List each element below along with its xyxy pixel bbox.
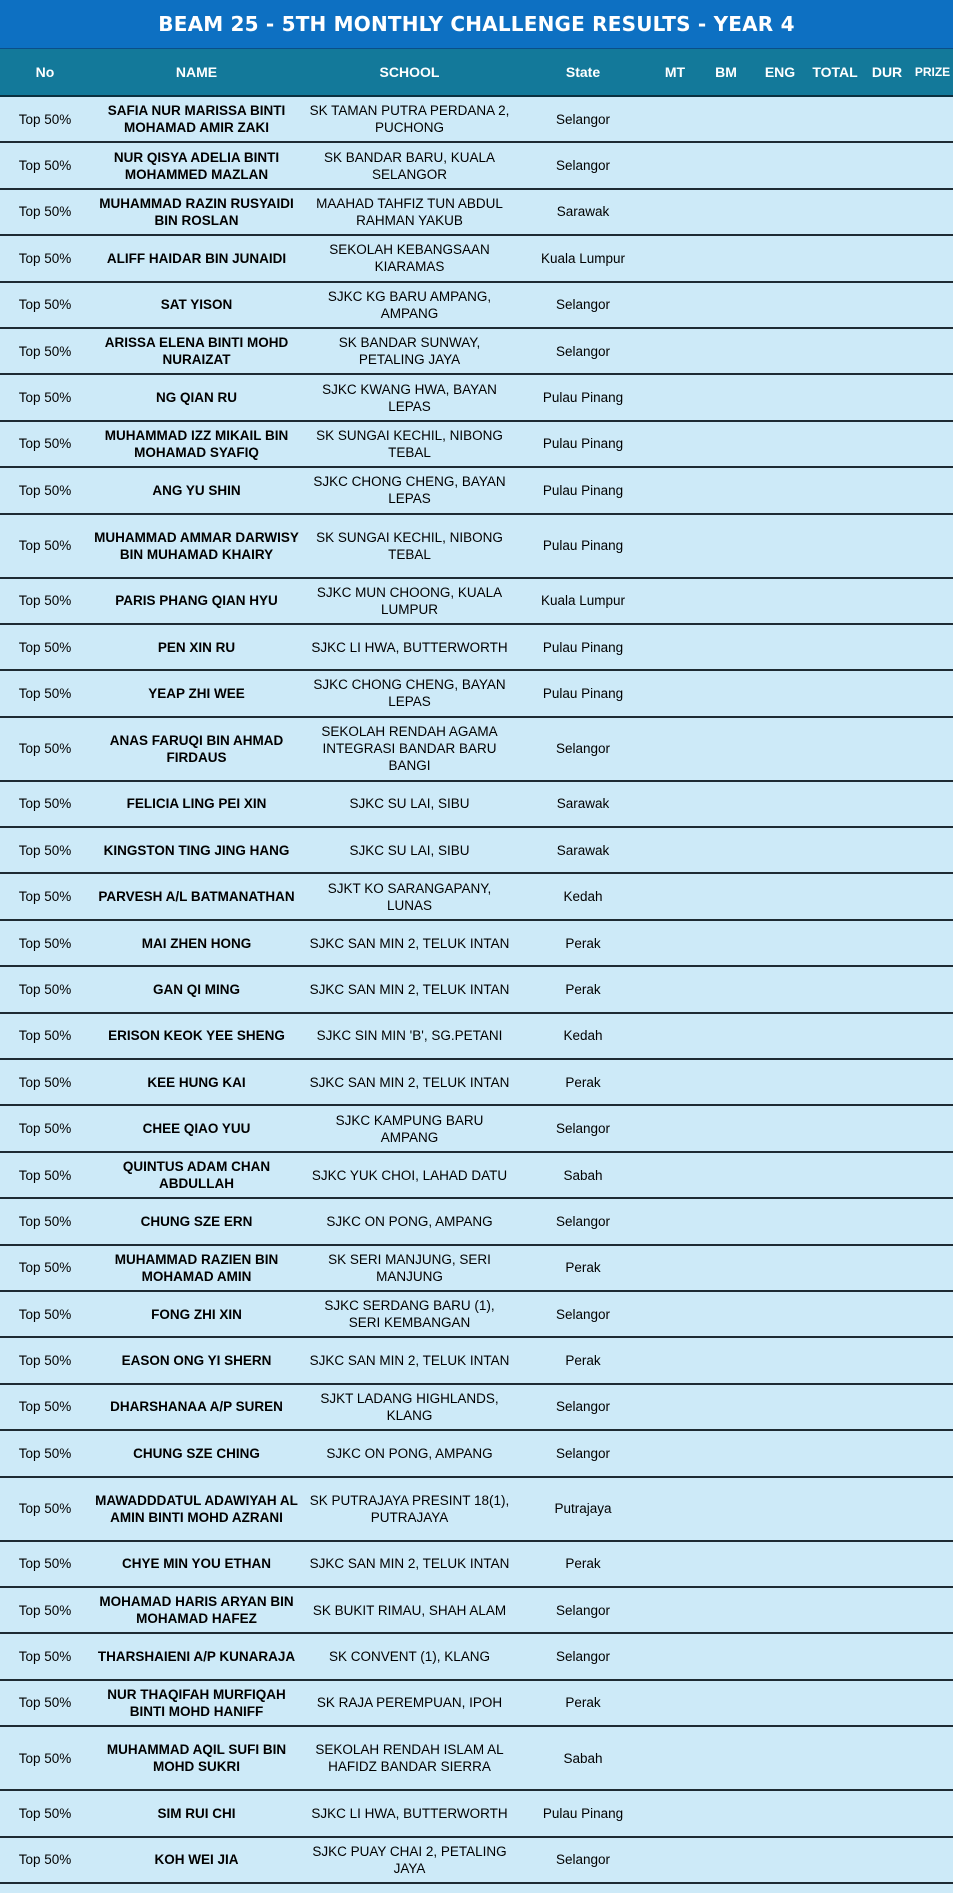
cell-no: Top 50% — [18, 204, 72, 220]
cell-name: NUR THAQIFAH MURFIQAH BINTI MOHD HANIFF — [107, 1686, 286, 1719]
cell-no: Top 50% — [18, 390, 72, 406]
column-header-state: State — [565, 64, 601, 80]
table-row — [0, 782, 953, 828]
table-row — [0, 283, 953, 329]
cell-state: Selangor — [555, 111, 611, 127]
table-row — [0, 921, 953, 967]
cell-no: Top 50% — [18, 343, 72, 359]
cell-state: Selangor — [555, 1121, 611, 1137]
cell-state: Sarawak — [556, 796, 610, 812]
table-row — [0, 1791, 953, 1837]
cell-state: Perak — [565, 1556, 601, 1572]
cell-state: Selangor — [555, 1602, 611, 1618]
cell-school: SJKC ON PONG, AMPANG — [326, 1445, 493, 1461]
cell-state: Pulau Pinang — [542, 436, 624, 452]
cell-no: Top 50% — [18, 1353, 72, 1369]
cell-no: Top 50% — [18, 1649, 72, 1665]
cell-no: Top 50% — [18, 1556, 72, 1572]
table-row — [0, 1246, 953, 1292]
cell-name: MUHAMMAD IZZ MIKAIL BIN MOHAMAD SYAFIQ — [104, 427, 289, 460]
table-row — [0, 1431, 953, 1477]
cell-school: SJKT KO SARANGAPANY, LUNAS — [327, 880, 492, 913]
table-row — [0, 422, 953, 468]
cell-school: SK SUNGAI KECHIL, NIBONG TEBAL — [316, 529, 503, 562]
cell-state: Selangor — [555, 158, 611, 174]
column-header-eng: ENG — [764, 64, 796, 80]
cell-school: SJKC SU LAI, SIBU — [349, 842, 470, 858]
cell-no: Top 50% — [18, 889, 72, 905]
cell-name: NUR QISYA ADELIA BINTI MOHAMMED MAZLAN — [113, 149, 280, 182]
cell-school: SJKC SERDANG BARU (1), SERI KEMBANGAN — [324, 1298, 495, 1331]
cell-state: Selangor — [555, 741, 611, 757]
cell-state: Perak — [565, 935, 601, 951]
table-header — [0, 49, 953, 97]
cell-name: SAFIA NUR MARISSA BINTI MOHAMAD AMIR ZAKI — [107, 103, 286, 136]
cell-name: ANG YU SHIN — [152, 482, 241, 498]
cell-no: Top 50% — [18, 1501, 72, 1517]
cell-no: Top 50% — [18, 1028, 72, 1044]
cell-school: SJKC SAN MIN 2, TELUK INTAN — [309, 1353, 510, 1369]
cell-name: CHYE MIN YOU ETHAN — [121, 1556, 271, 1572]
table-row — [0, 1292, 953, 1338]
table-row — [0, 97, 953, 143]
cell-no: Top 50% — [18, 1213, 72, 1229]
cell-school: SK CONVENT (1), KLANG — [328, 1649, 491, 1665]
cell-school: SEKOLAH RENDAH ISLAM AL HAFIDZ BANDAR SIERRA — [315, 1742, 504, 1775]
table-row — [0, 874, 953, 920]
cell-name: QUINTUS ADAM CHAN ABDULLAH — [122, 1159, 271, 1191]
cell-state: Perak — [565, 1695, 601, 1711]
table-row — [0, 1199, 953, 1245]
cell-name: MAI ZHEN HONG — [141, 935, 252, 951]
cell-name: SAT YISON — [160, 297, 233, 313]
table-row — [0, 1338, 953, 1384]
cell-no: Top 50% — [18, 250, 72, 266]
table-row — [0, 671, 953, 717]
cell-school: SJKC SIN MIN 'B', SG.PETANI — [316, 1028, 503, 1044]
cell-no: Top 50% — [18, 842, 72, 858]
cell-school: SJKC MUN CHOONG, KUALA LUMPUR — [316, 584, 503, 617]
cell-state: Selangor — [555, 297, 611, 313]
cell-no: Top 50% — [18, 796, 72, 812]
table-row — [0, 375, 953, 421]
cell-school: SJKC KG BARU AMPANG, AMPANG — [327, 288, 492, 321]
cell-name: MOHAMAD HARIS ARYAN BIN MOHAMAD HAFEZ — [99, 1594, 294, 1627]
cell-name: MUHAMMAD AQIL SUFI BIN MOHD SUKRI — [106, 1742, 287, 1775]
cell-school: MAAHAD TAHFIZ TUN ABDUL RAHMAN YAKUB — [316, 195, 503, 228]
table-row — [0, 236, 953, 282]
cell-name: GAN QI MING — [153, 981, 240, 997]
cell-state: Sarawak — [556, 842, 610, 858]
cell-no: Top 50% — [18, 685, 72, 701]
cell-name: CHUNG SZE CHING — [133, 1445, 260, 1461]
cell-state: Selangor — [555, 1649, 611, 1665]
column-header-prize: PRIZE — [914, 65, 951, 79]
cell-school: SJKC SAN MIN 2, TELUK INTAN — [309, 981, 510, 997]
cell-state: Kedah — [563, 1028, 603, 1044]
table-row — [0, 143, 953, 189]
cell-no: Top 50% — [18, 1750, 72, 1766]
table-row — [0, 967, 953, 1013]
cell-state: Selangor — [555, 1399, 611, 1415]
cell-school: SJKC LI HWA, BUTTERWORTH — [311, 639, 508, 655]
cell-state: Selangor — [555, 1445, 611, 1461]
cell-no: Top 50% — [18, 639, 72, 655]
cell-name: KEE HUNG KAI — [147, 1074, 246, 1090]
cell-name: MAWADDDATUL ADAWIYAH AL AMIN BINTI MOHD AZRANI — [95, 1492, 298, 1525]
cell-no: Top 50% — [18, 1260, 72, 1276]
cell-school: SK BUKIT RIMAU, SHAH ALAM — [312, 1602, 507, 1618]
cell-state: Putrajaya — [554, 1501, 612, 1517]
cell-no: Top 50% — [18, 1074, 72, 1090]
cell-name: DHARSHANAA A/P SUREN — [110, 1399, 283, 1415]
cell-name: CHEE QIAO YUU — [142, 1121, 251, 1137]
cell-name: PEN XIN RU — [157, 639, 236, 655]
cell-state: Pulau Pinang — [542, 482, 624, 498]
column-header-name: NAME — [175, 64, 218, 80]
cell-school: SJKC SAN MIN 2, TELUK INTAN — [309, 1556, 510, 1572]
cell-school: SEKOLAH KEBANGSAAN KIARAMAS — [329, 242, 490, 275]
cell-name: ERISON KEOK YEE SHENG — [108, 1028, 285, 1044]
table-row — [0, 718, 953, 782]
cell-state: Kedah — [563, 889, 603, 905]
cell-state: Sarawak — [556, 204, 610, 220]
table-row — [0, 1060, 953, 1106]
cell-name: ANAS FARUQI BIN AHMAD FIRDAUS — [109, 732, 284, 765]
cell-no: Top 50% — [18, 1167, 72, 1183]
cell-no: Top 50% — [18, 935, 72, 951]
cell-state: Pulau Pinang — [542, 1805, 624, 1821]
cell-no: Top 50% — [18, 1445, 72, 1461]
cell-no: Top 50% — [18, 1121, 72, 1137]
table-row — [0, 1385, 953, 1431]
cell-no: Top 50% — [18, 1695, 72, 1711]
column-header-dur: DUR — [871, 64, 903, 80]
cell-name: FELICIA LING PEI XIN — [126, 796, 267, 812]
cell-state: Selangor — [555, 343, 611, 359]
cell-name: ARISSA ELENA BINTI MOHD NURAIZAT — [104, 335, 289, 368]
column-header-no: No — [35, 64, 55, 80]
table-row — [0, 1014, 953, 1060]
cell-name: FONG ZHI XIN — [151, 1306, 242, 1322]
cell-state: Kuala Lumpur — [540, 250, 626, 266]
cell-school: SEKOLAH RENDAH AGAMA INTEGRASI BANDAR BARU BANGI — [321, 724, 498, 774]
table-row — [0, 1727, 953, 1791]
cell-name: KINGSTON TING JING HANG — [103, 842, 290, 858]
cell-name: KOH WEI JIA — [154, 1852, 239, 1868]
cell-no: Top 50% — [18, 111, 72, 127]
cell-state: Selangor — [555, 1213, 611, 1229]
cell-no: Top 50% — [18, 1602, 72, 1618]
cell-state: Sabah — [563, 1167, 603, 1183]
column-header-school: SCHOOL — [379, 64, 440, 80]
cell-name: THARSHAIENI A/P KUNARAJA — [97, 1649, 296, 1665]
table-row — [0, 828, 953, 874]
cell-school: SJKC CHONG CHENG, BAYAN LEPAS — [313, 677, 506, 710]
table-row — [0, 1106, 953, 1152]
cell-school: SJKC YUK CHOI, LAHAD DATU — [311, 1167, 508, 1183]
cell-name: YEAP ZHI WEE — [148, 685, 245, 701]
page-title: BEAM 25 - 5TH MONTHLY CHALLENGE RESULTS - YEAR 4 — [0, 0, 953, 49]
table-row — [0, 625, 953, 671]
cell-school: SJKC LI HWA, BUTTERWORTH — [311, 1805, 508, 1821]
cell-no: Top 50% — [18, 1805, 72, 1821]
cell-no: Top 50% — [18, 297, 72, 313]
table-row — [0, 329, 953, 375]
cell-name: MUHAMMAD RAZIN RUSYAIDI BIN ROSLAN — [99, 195, 294, 228]
cell-no: Top 50% — [18, 1399, 72, 1415]
cell-school: SJKC SAN MIN 2, TELUK INTAN — [309, 935, 510, 951]
cell-no: Top 50% — [18, 538, 72, 554]
cell-state: Pulau Pinang — [542, 538, 624, 554]
cell-no: Top 50% — [18, 741, 72, 757]
cell-school: SK PUTRAJAYA PRESINT 18(1), PUTRAJAYA — [309, 1492, 510, 1525]
column-header-total: TOTAL — [812, 64, 858, 80]
column-header-bm: BM — [715, 64, 737, 80]
cell-state: Perak — [565, 1260, 601, 1276]
cell-name: MUHAMMAD RAZIEN BIN MOHAMAD AMIN — [114, 1251, 279, 1284]
table-row — [0, 1153, 953, 1199]
table-row — [0, 579, 953, 625]
cell-name: MUHAMMAD AMMAR DARWISY BIN MUHAMAD KHAIRY — [94, 529, 299, 562]
cell-state: Kuala Lumpur — [540, 593, 626, 609]
cell-school: SK BANDAR SUNWAY, PETALING JAYA — [338, 335, 481, 368]
cell-school: SK BANDAR BARU, KUALA SELANGOR — [323, 149, 496, 182]
cell-school: SJKC PUAY CHAI 2, PETALING JAYA — [312, 1843, 507, 1876]
cell-no: Top 50% — [18, 436, 72, 452]
cell-state: Perak — [565, 1353, 601, 1369]
cell-state: Selangor — [555, 1852, 611, 1868]
cell-name: SIM RUI CHI — [157, 1805, 236, 1821]
column-header-mt: MT — [664, 64, 686, 80]
table-row — [0, 1838, 953, 1884]
cell-state: Pulau Pinang — [542, 639, 624, 655]
cell-school: SJKC SAN MIN 2, TELUK INTAN — [309, 1074, 510, 1090]
results-table-body — [0, 97, 953, 1893]
table-row — [0, 468, 953, 514]
table-row — [0, 1542, 953, 1588]
table-row — [0, 1634, 953, 1680]
cell-state: Sabah — [563, 1750, 603, 1766]
cell-state: Pulau Pinang — [542, 685, 624, 701]
cell-school: SK TAMAN PUTRA PERDANA 2, PUCHONG — [309, 103, 510, 136]
cell-name: NG QIAN RU — [156, 390, 237, 406]
table-row — [0, 1681, 953, 1727]
cell-no: Top 50% — [18, 1306, 72, 1322]
table-row — [0, 515, 953, 579]
cell-name: PARIS PHANG QIAN HYU — [115, 593, 278, 609]
cell-school: SJKC KWANG HWA, BAYAN LEPAS — [322, 381, 497, 414]
cell-no: Top 50% — [18, 981, 72, 997]
cell-state: Perak — [565, 1074, 601, 1090]
cell-state: Selangor — [555, 1306, 611, 1322]
cell-state: Perak — [565, 981, 601, 997]
cell-no: Top 50% — [18, 158, 72, 174]
table-row — [0, 1478, 953, 1542]
cell-name: ALIFF HAIDAR BIN JUNAIDI — [106, 250, 287, 266]
cell-school: SJKC ON PONG, AMPANG — [326, 1213, 493, 1229]
cell-state: Pulau Pinang — [542, 390, 624, 406]
cell-school: SJKC KAMPUNG BARU AMPANG — [335, 1112, 484, 1145]
cell-name: PARVESH A/L BATMANATHAN — [98, 889, 295, 905]
cell-no: Top 50% — [18, 1852, 72, 1868]
cell-no: Top 50% — [18, 593, 72, 609]
cell-school: SK RAJA PEREMPUAN, IPOH — [316, 1695, 503, 1711]
table-row — [0, 1588, 953, 1634]
cell-school: SJKC CHONG CHENG, BAYAN LEPAS — [313, 474, 506, 507]
cell-school: SK SUNGAI KECHIL, NIBONG TEBAL — [316, 427, 503, 460]
cell-school: SK SERI MANJUNG, SERI MANJUNG — [328, 1251, 491, 1284]
table-row — [0, 190, 953, 236]
cell-school: SJKC SU LAI, SIBU — [349, 796, 470, 812]
cell-school: SJKT LADANG HIGHLANDS, KLANG — [320, 1390, 499, 1423]
cell-name: EASON ONG YI SHERN — [121, 1353, 272, 1369]
cell-no: Top 50% — [18, 482, 72, 498]
cell-name: CHUNG SZE ERN — [140, 1213, 253, 1229]
